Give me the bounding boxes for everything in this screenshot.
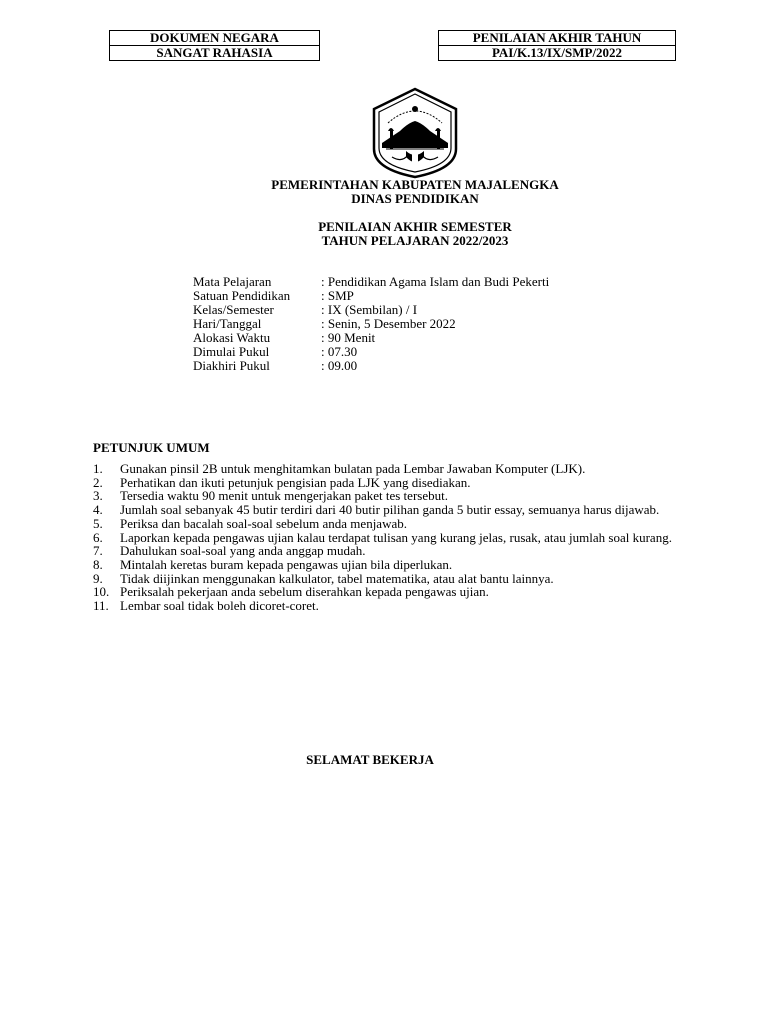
info-value: : 90 Menit [321, 330, 376, 345]
exam-title: PENILAIAN AKHIR SEMESTER [318, 219, 512, 234]
info-label: Satuan Pendidikan [193, 288, 291, 303]
academic-year-title: TAHUN PELAJARAN 2022/2023 [321, 233, 509, 248]
exam-code-label: PAI/K.13/IX/SMP/2022 [439, 45, 675, 60]
item-text: Jumlah soal sebanyak 45 butir terdiri dari 40 butir pilihan ganda 5 butir essay, semuanya harus dijawab. [120, 502, 660, 518]
info-row-class-semester [193, 303, 549, 317]
info-value: : SMP [321, 288, 354, 303]
info-label: Hari/Tanggal [193, 316, 262, 331]
department-title: DINAS PENDIDIKAN [351, 191, 479, 206]
classification-label: DOKUMEN NEGARA [150, 30, 279, 45]
item-number: 7. [93, 543, 103, 559]
list-item [93, 503, 673, 517]
instructions-heading: PETUNJUK UMUM [93, 440, 210, 455]
item-number: 3. [93, 488, 103, 504]
info-value: : Pendidikan Agama Islam dan Budi Pekerti [321, 274, 550, 289]
exam-code-box [438, 30, 676, 61]
info-label: Diakhiri Pukul [193, 358, 270, 373]
item-text: Dahulukan soal-soal yang anda anggap mudah. [120, 543, 366, 559]
secrecy-label: SANGAT RAHASIA [110, 45, 319, 60]
item-text: Perhatikan dan ikuti petunjuk pengisian pada LJK yang disediakan. [120, 474, 471, 490]
item-text: Tersedia waktu 90 menit untuk mengerjakan paket tes tersebut. [120, 488, 448, 504]
info-value: : 09.00 [321, 358, 358, 373]
item-number: 8. [93, 556, 103, 572]
list-item [93, 599, 673, 613]
info-label: Dimulai Pukul [193, 344, 270, 359]
info-row-end-time [193, 359, 549, 373]
item-number: 1. [93, 461, 103, 476]
item-text: Periksalah pekerjaan anda sebelum diserahkan kepada pengawas ujian. [120, 584, 489, 600]
item-text: Mintalah keretas buram kepada pengawas ujian bila diperlukan. [120, 556, 453, 572]
item-text: Lembar soal tidak boleh dicoret-coret. [120, 598, 319, 614]
info-row-subject [193, 275, 549, 289]
item-number: 5. [93, 515, 103, 531]
list-item [93, 489, 673, 503]
info-row-time-allocation [193, 331, 549, 345]
info-row-start-time [193, 345, 549, 359]
list-item [93, 462, 673, 476]
list-item [93, 531, 673, 545]
info-row-school-level [193, 289, 549, 303]
info-label: Kelas/Semester [193, 302, 274, 317]
list-item [93, 544, 673, 558]
item-number: 6. [93, 529, 103, 545]
info-label: Alokasi Waktu [193, 330, 271, 345]
instructions-list [93, 462, 673, 613]
list-item [93, 517, 673, 531]
exam-type-label: PENILAIAN AKHIR TAHUN [472, 30, 642, 45]
item-number: 4. [93, 502, 103, 518]
regency-emblem-icon [372, 87, 458, 179]
government-title: PEMERINTAHAN KABUPATEN MAJALENGKA [271, 177, 559, 192]
item-number: 2. [93, 474, 103, 490]
list-item [93, 585, 673, 599]
info-value: : IX (Sembilan) / I [321, 302, 418, 317]
info-label: Mata Pelajaran [193, 274, 272, 289]
info-row-day-date [193, 317, 549, 331]
item-text: Gunakan pinsil 2B untuk menghitamkan bulatan pada Lembar Jawaban Komputer (LJK). [120, 461, 586, 476]
list-item [93, 572, 673, 586]
document-classification-box [109, 30, 320, 61]
item-text: Tidak diijinkan menggunakan kalkulator, tabel matematika, atau alat bantu lainnya. [120, 570, 554, 586]
exam-info-table [193, 275, 549, 373]
item-number: 10. [93, 584, 110, 600]
info-value: : 07.30 [321, 344, 358, 359]
info-value: : Senin, 5 Desember 2022 [321, 316, 456, 331]
item-number: 11. [93, 598, 109, 614]
item-number: 9. [93, 570, 103, 586]
list-item [93, 558, 673, 572]
item-text: Periksa dan bacalah soal-soal sebelum anda menjawab. [120, 515, 407, 531]
item-text: Laporkan kepada pengawas ujian kalau terdapat tulisan yang kurang jelas, rusak, atau jumlah soal kurang. [120, 529, 672, 545]
list-item [93, 476, 673, 490]
closing-message: SELAMAT BEKERJA [306, 752, 434, 767]
